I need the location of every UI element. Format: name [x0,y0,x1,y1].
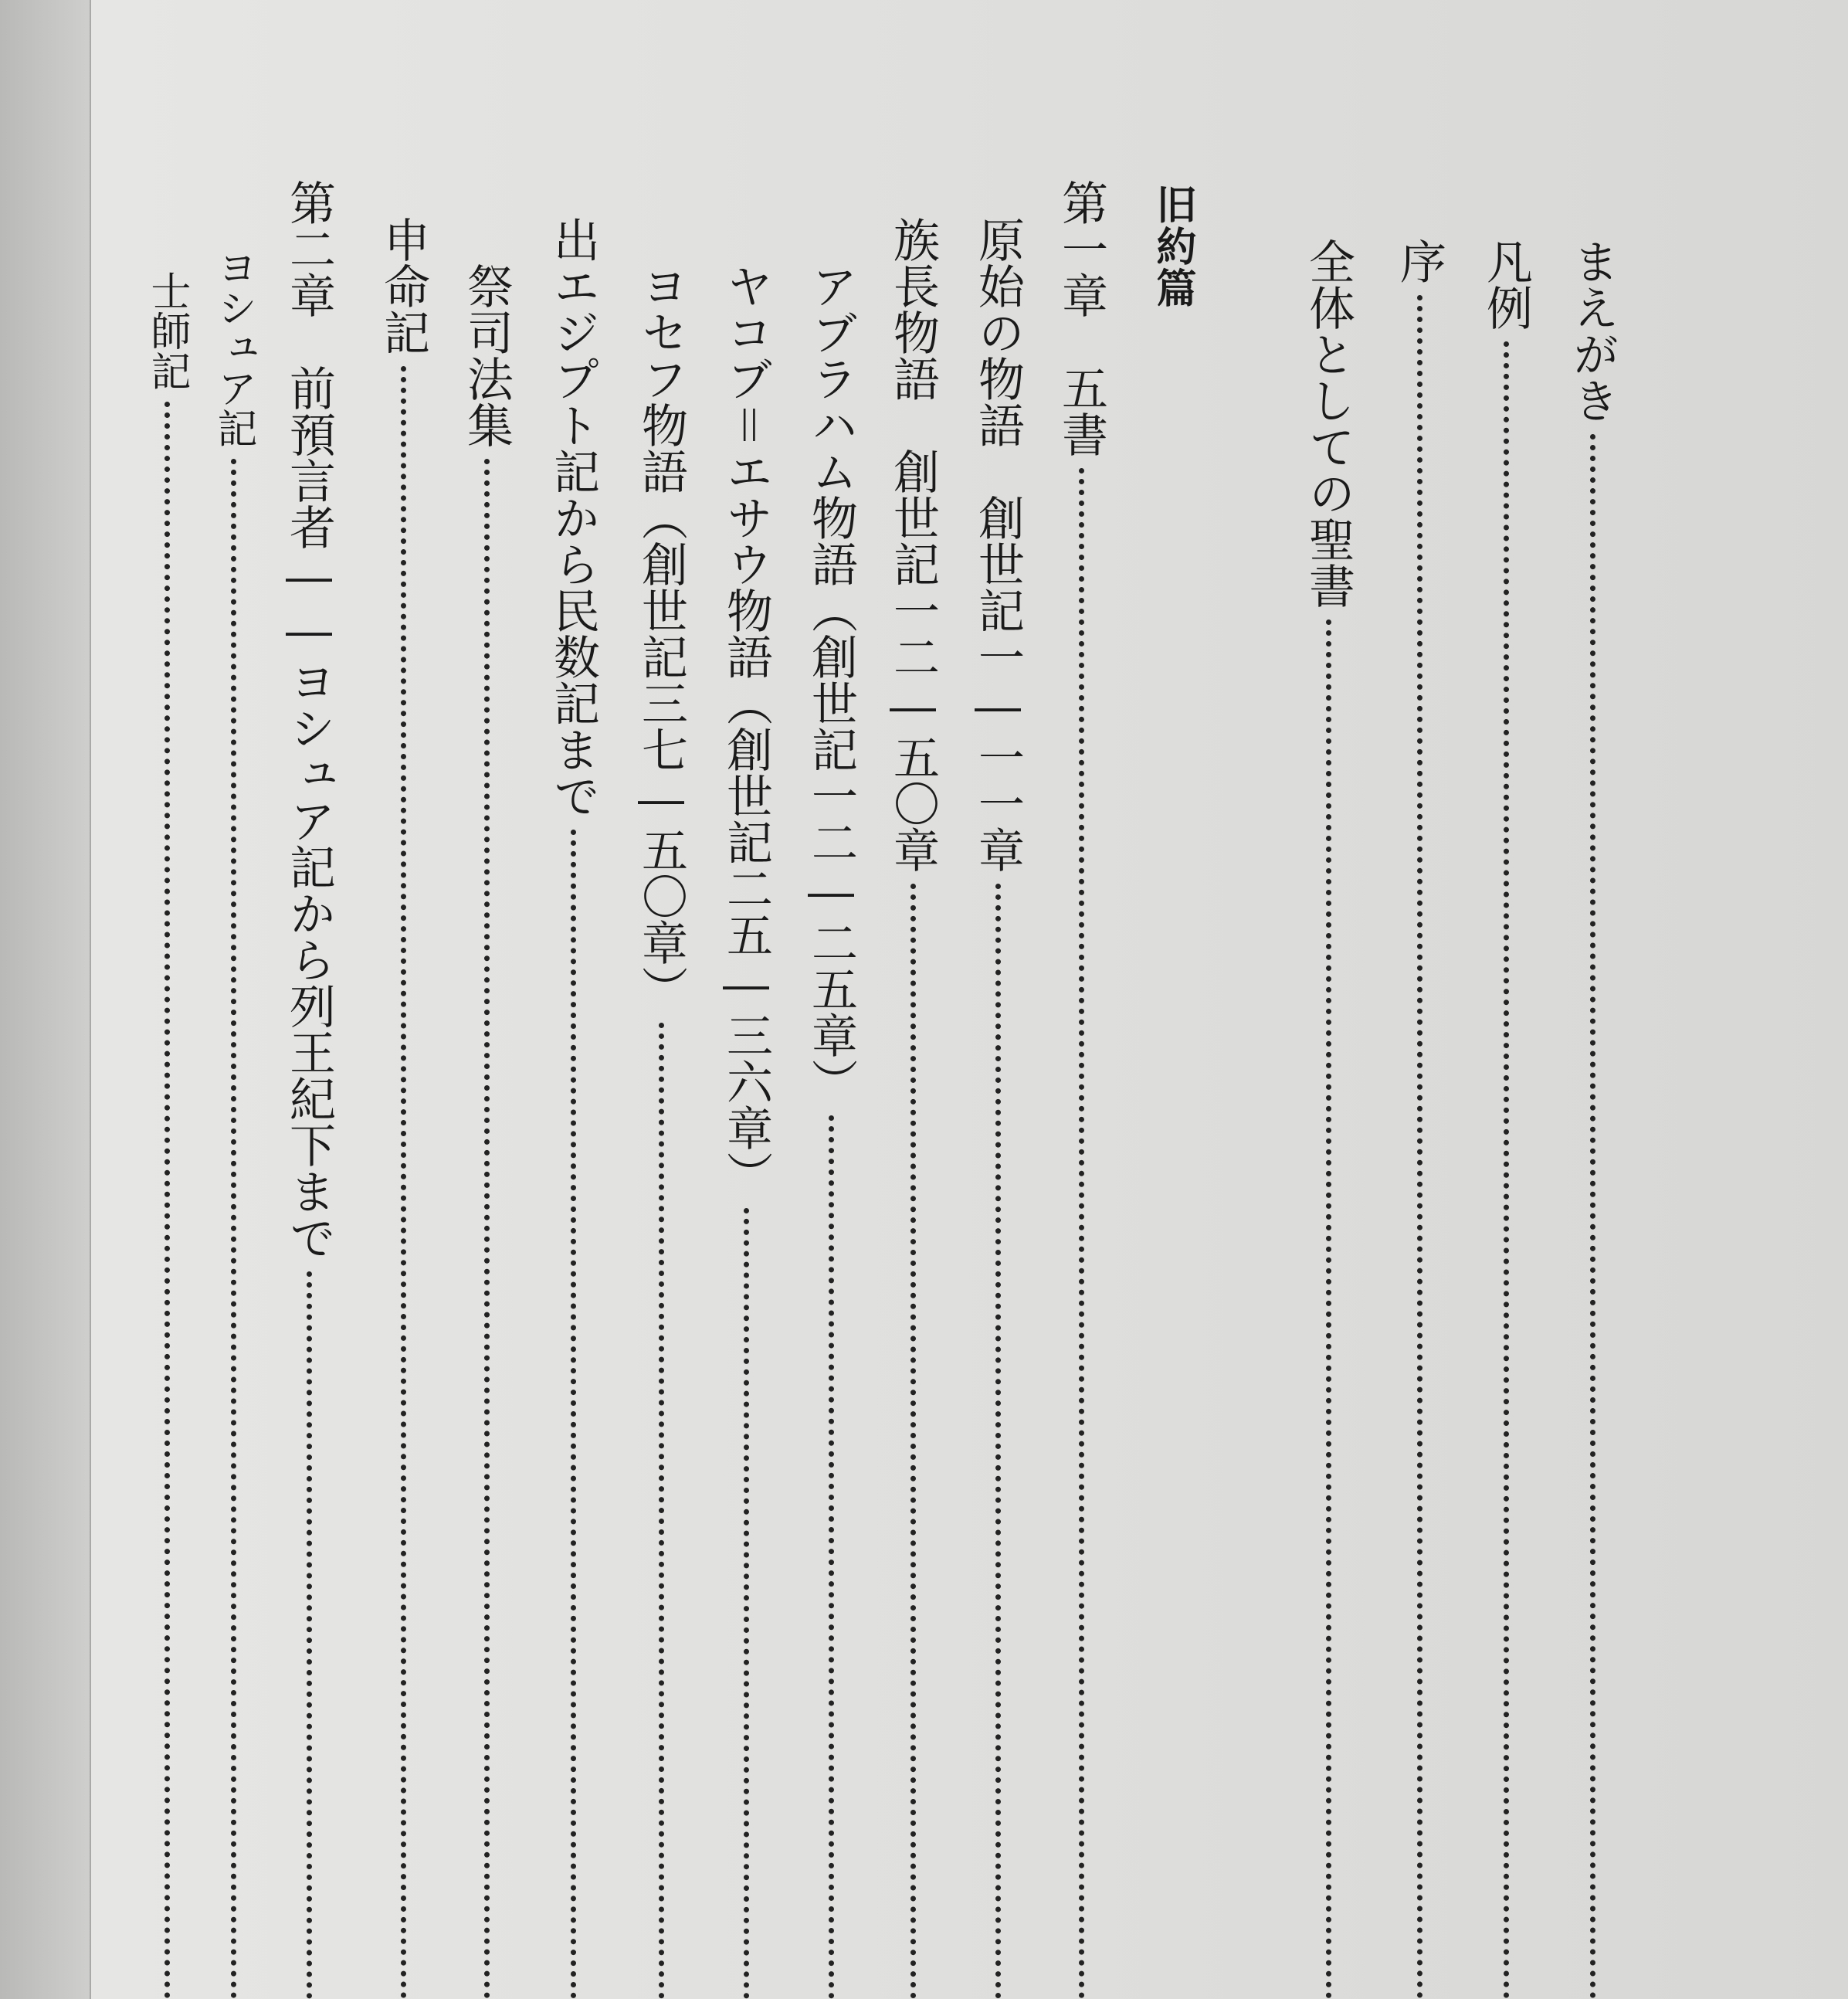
toc-entry-joshua[interactable] [210,247,256,1999]
toc-entry-chapter-1[interactable] [1054,179,1108,1999]
leader-dots [1326,619,1331,1999]
toc-entry-label: 第一章 五書 [1054,179,1108,457]
toc-entry-shinmei[interactable] [376,216,430,1999]
toc-entry-label: 全体としての聖書 [1301,238,1355,609]
adjacent-page-edge [0,0,91,1999]
section-heading: 旧約篇 [1149,184,1196,309]
toc-entry-saishi[interactable] [459,263,514,1999]
toc-entry-jo[interactable] [1392,238,1446,1999]
toc-entry-label: ヨセフ物語（創世記三七―五〇章） [634,263,688,1012]
toc-entry-label: ヨシュア記 [210,247,256,448]
leader-dots [744,1208,749,1999]
leader-dots [571,830,576,1999]
leader-dots [484,459,490,1999]
toc-entry-label: 祭司法集 [459,263,514,448]
toc-entry-label: 族長物語 創世記一二―五〇章 [886,216,940,873]
toc-entry-label: 出エジプト記から民数記まで [546,216,600,819]
toc-entry-abraham[interactable] [804,263,858,1999]
toc-entry-chapter-2[interactable] [282,179,336,1999]
toc-entry-shishi[interactable] [144,270,190,1999]
leader-dots [1504,341,1509,1999]
toc-entry-hanrei[interactable] [1479,238,1533,1999]
toc-entry-genshi[interactable] [971,216,1025,1999]
leader-dots [164,402,170,1999]
toc-entry-maegaki[interactable] [1565,238,1619,1999]
leader-dots [1590,434,1595,1999]
toc-entry-label: ヤコブ＝エサウ物語（創世記二五―三六章） [719,263,773,1197]
leader-dots [307,1271,312,1999]
toc-entry-zentai[interactable] [1301,238,1355,1999]
toc-entry-zokucho[interactable] [886,216,940,1999]
toc-entry-label: 凡例 [1479,238,1533,331]
toc-entry-label: 士師記 [144,270,190,391]
leader-dots [1417,295,1422,1999]
leader-dots [401,366,406,1999]
toc-entry-label: アブラハム物語（創世記一二―二五章） [804,263,858,1105]
toc-entry-exodus[interactable] [546,216,600,1999]
leader-dots [231,459,236,1999]
leader-dots [910,884,916,1999]
leader-dots [995,884,1001,1999]
toc-entry-label: まえがき [1565,238,1619,423]
toc-entry-label: 申命記 [376,216,430,355]
leader-dots [659,1023,664,1999]
toc-entry-joseph[interactable] [634,263,688,1999]
leader-dots [1079,468,1084,1999]
leader-dots [829,1115,834,1999]
toc-entry-label: 原始の物語 創世記一―一一章 [971,216,1025,873]
toc-entry-jacob[interactable] [719,263,773,1999]
toc-entry-label: 序 [1392,238,1446,284]
toc-entry-label: 第二章 前預言者――ヨシュア記から列王紀下まで [282,179,336,1261]
